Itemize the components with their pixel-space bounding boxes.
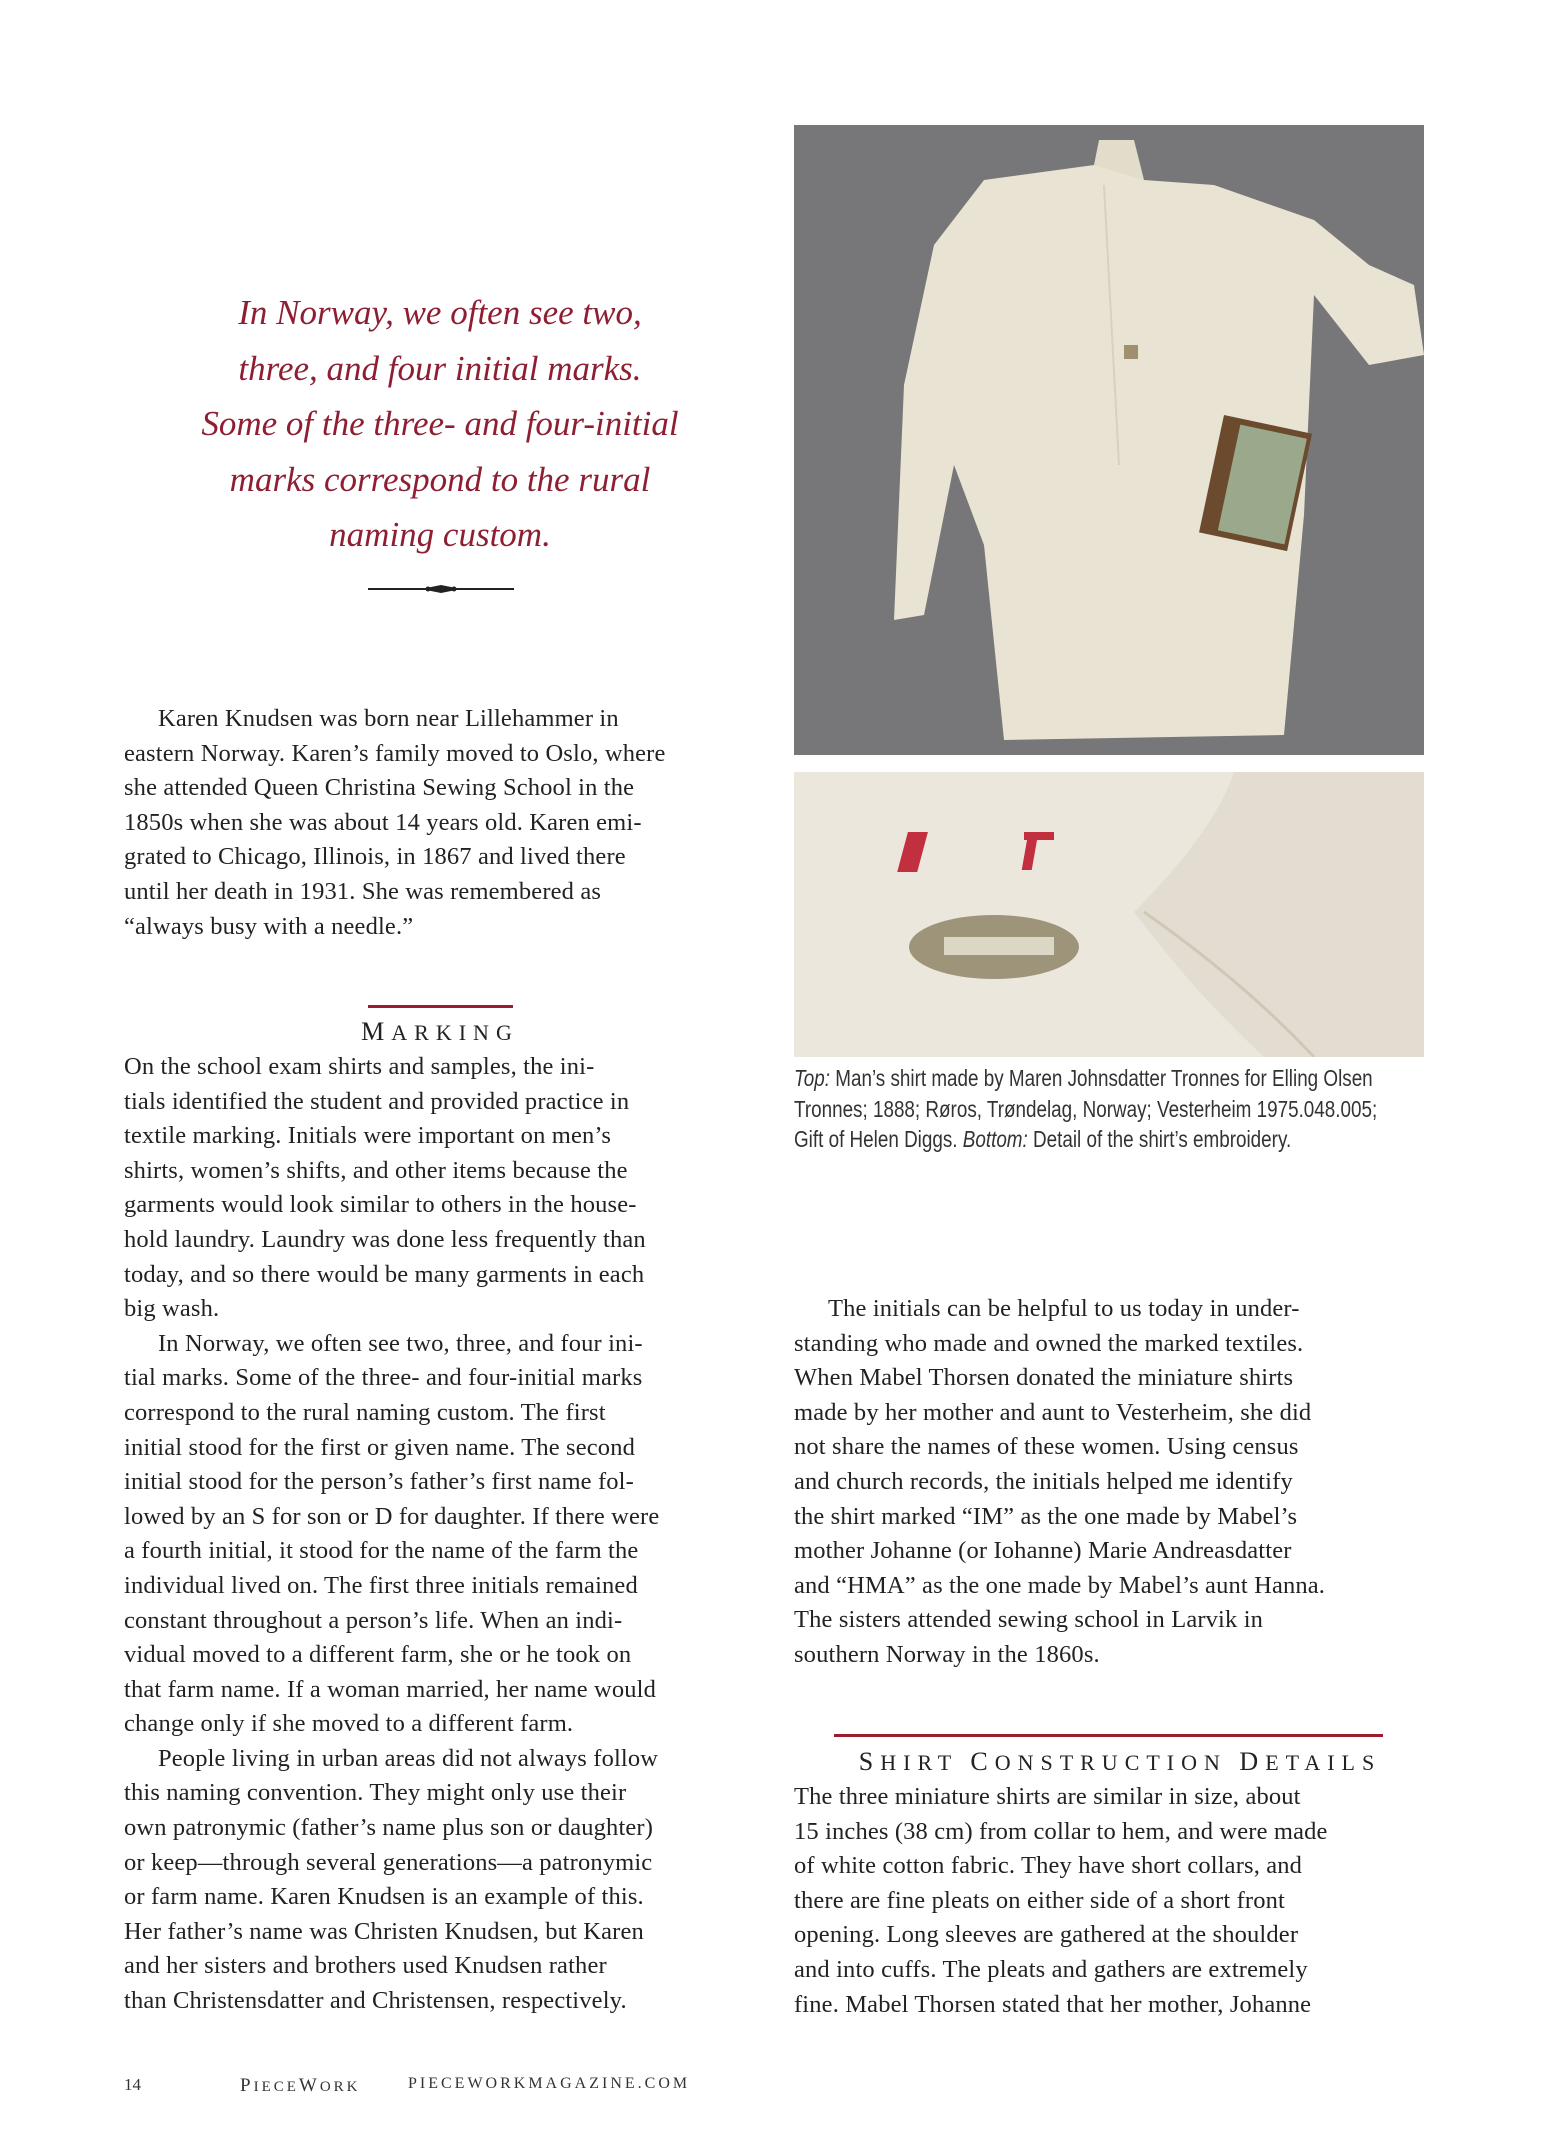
pull-quote-line: three, and four initial marks. <box>238 348 642 388</box>
section-heading-marking <box>300 1017 580 1047</box>
pull-quote-line: marks correspond to the rural <box>229 459 651 499</box>
text-line: initial stood for the first or given name. The second <box>124 1433 635 1461</box>
heading-rest: ETAILS <box>1265 1750 1382 1775</box>
pull-quote <box>120 285 760 563</box>
magazine-initial: W <box>298 2075 320 2096</box>
section-rule <box>834 1734 1383 1737</box>
text-line: vidual moved to a different farm, she or he took on <box>124 1641 632 1669</box>
heading-rest: HIRT <box>880 1750 958 1775</box>
text-line: initial stood for the person’s father’s first name fol- <box>124 1468 634 1496</box>
shirt-photo-top <box>794 125 1424 755</box>
text-line: When Mabel Thorsen donated the miniature shirts <box>794 1364 1294 1392</box>
text-line: mother Johanne (or Iohanne) Marie Andreasdatter <box>794 1537 1292 1565</box>
caption-label-top: Top: <box>794 1065 831 1091</box>
caption-text: Man’s shirt made by Maren Johnsdatter Tronnes for Elling Olsen <box>830 1065 1373 1091</box>
text-line: and her sisters and brothers used Knudsen rather <box>124 1952 607 1980</box>
text-line: shirts, women’s shifts, and other items because the <box>124 1156 628 1184</box>
text-line: the shirt marked “IM” as the one made by Mabel’s <box>794 1502 1298 1530</box>
text-line: she attended Queen Christina Sewing School in the <box>124 774 635 802</box>
text-line: On the school exam shirts and samples, the ini- <box>124 1053 595 1080</box>
text-line: In Norway, we often see two, three, and four ini- <box>158 1329 643 1357</box>
text-line: big wash. <box>124 1295 220 1323</box>
pull-quote-line: naming custom. <box>329 515 551 554</box>
text-line: People living in urban areas did not always follow <box>158 1744 659 1772</box>
text-line: constant throughout a person’s life. When an indi- <box>124 1606 623 1634</box>
text-line: made by her mother and aunt to Vesterheim, she did <box>794 1398 1312 1426</box>
heading-initial: S <box>858 1747 881 1776</box>
embroidery-detail-photo <box>794 772 1424 1057</box>
text-line: correspond to the rural naming custom. The first <box>124 1398 606 1426</box>
text-line: hold laundry. Laundry was done less frequently than <box>124 1225 646 1253</box>
caption-text: Detail of the shirt’s embroidery. <box>1027 1126 1292 1152</box>
text-line: not share the names of these women. Using census <box>794 1433 1299 1461</box>
pull-quote-line: In Norway, we often see two, <box>238 293 642 332</box>
heading-rest: ONSTRUCTION <box>994 1750 1227 1775</box>
photo-caption <box>794 1063 1417 1155</box>
heading-rest: ARKING <box>391 1020 519 1045</box>
caption-text: Tronnes; 1888; Røros, Trøndelag, Norway; Vesterheim 1975.048.005; <box>794 1095 1378 1122</box>
text-line: until her death in 1931. She was remembered as <box>124 877 602 905</box>
text-line: The initials can be helpful to us today in under- <box>828 1295 1300 1322</box>
heading-initial: D <box>1239 1747 1266 1776</box>
text-line: own patronymic (father’s name plus son or daughter) <box>124 1814 654 1842</box>
text-line: textile marking. Initials were important on men’s <box>124 1122 612 1150</box>
text-line: 15 inches (38 cm) from collar to hem, and were made <box>794 1817 1328 1845</box>
text-line: that farm name. If a woman married, her name would <box>124 1675 657 1703</box>
text-line: than Christensdatter and Christensen, respectively. <box>124 1987 627 2015</box>
text-line: individual lived on. The first three initials remained <box>124 1571 638 1599</box>
magazine-initial: P <box>240 2075 254 2096</box>
section-heading-construction <box>800 1747 1440 1777</box>
construction-body <box>794 1780 1328 2022</box>
text-line: grated to Chicago, Illinois, in 1867 and lived there <box>124 843 626 871</box>
text-line: garments would look similar to others in the house- <box>124 1191 637 1219</box>
text-line: southern Norway in the 1860s. <box>794 1640 1100 1668</box>
text-line: a fourth initial, it stood for the name of the farm the <box>124 1537 639 1565</box>
text-line: or keep—through several generations—a patronymic <box>124 1848 653 1876</box>
text-line: of white cotton fabric. They have short collars, and <box>794 1852 1303 1880</box>
magazine-part: ORK <box>319 2079 361 2095</box>
website-url: PIECEWORKMAGAZINE.COM <box>408 2075 691 2092</box>
text-line: change only if she moved to a different farm. <box>124 1710 574 1738</box>
text-line: and “HMA” as the one made by Mabel’s aunt Hanna. <box>794 1571 1326 1599</box>
text-line: The sisters attended sewing school in Larvik in <box>794 1606 1264 1634</box>
text-line: standing who made and owned the marked textiles. <box>794 1329 1304 1357</box>
ornament-divider <box>366 582 516 596</box>
marking-body <box>124 1050 659 2019</box>
text-line: today, and so there would be many garments in each <box>124 1260 645 1288</box>
text-line: Her father’s name was Christen Knudsen, but Karen <box>124 1917 644 1945</box>
caption-text: Gift of Helen Diggs. <box>794 1126 963 1152</box>
text-line: opening. Long sleeves are gathered at the shoulder <box>794 1921 1299 1949</box>
right-paragraph <box>794 1292 1325 1673</box>
text-line: The three miniature shirts are similar in size, about <box>794 1783 1301 1810</box>
text-line: fine. Mabel Thorsen stated that her mother, Johanne <box>794 1990 1312 2018</box>
intro-paragraph <box>124 702 666 944</box>
caption-label-bottom: Bottom: <box>962 1126 1028 1152</box>
heading-initial: M <box>361 1017 392 1046</box>
section-rule <box>368 1005 513 1008</box>
text-line: and church records, the initials helped me identify <box>794 1467 1293 1495</box>
pull-quote-line: Some of the three- and four-initial <box>201 404 679 443</box>
magazine-part: IECE <box>253 2079 299 2095</box>
text-line: tial marks. Some of the three- and four-initial marks <box>124 1364 643 1392</box>
magazine-name <box>240 2075 361 2097</box>
text-line: 1850s when she was about 14 years old. Karen emi- <box>124 808 642 836</box>
text-line: or farm name. Karen Knudsen is an example of this. <box>124 1883 644 1911</box>
text-line: this naming convention. They might only use their <box>124 1779 627 1807</box>
text-line: Karen Knudsen was born near Lillehammer in <box>158 705 619 732</box>
text-line: “always busy with a needle.” <box>124 912 414 940</box>
page-number: 14 <box>124 2075 141 2094</box>
text-line: eastern Norway. Karen’s family moved to Oslo, where <box>124 739 666 767</box>
text-line: there are fine pleats on either side of a short front <box>794 1886 1285 1914</box>
text-line: tials identified the student and provided practice in <box>124 1087 630 1115</box>
text-line: lowed by an S for son or D for daughter. If there were <box>124 1502 660 1530</box>
heading-initial: C <box>970 1747 995 1776</box>
text-line: and into cuffs. The pleats and gathers are extremely <box>794 1955 1308 1983</box>
